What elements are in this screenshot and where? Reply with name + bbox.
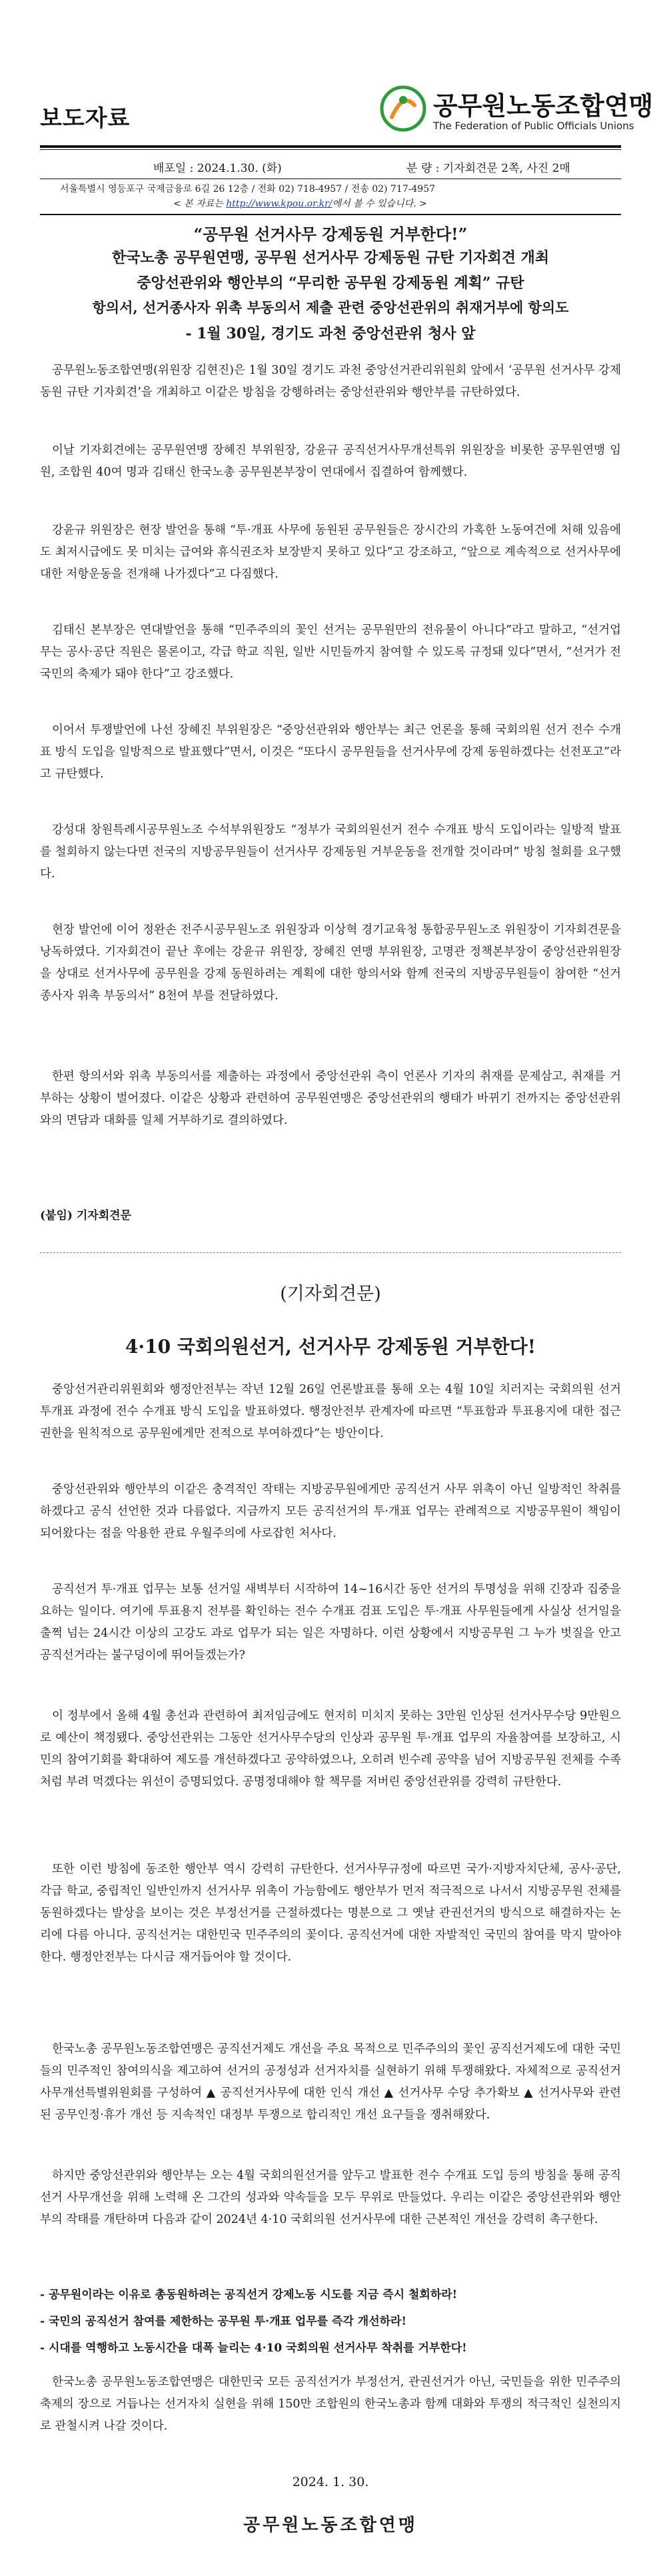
- body-paragraph: 강성대 창원특례시공무원노조 수석부위원장도 “정부가 국회의원선거 전수 수개표 방식 도입이라는 일방적 발표를 철회하지 않는다면 전국의 지방공무원들이 선거사무 강제동원 거부운동을 전개할 것이라며” 방침 철회를 요구했다.: [40, 823, 621, 881]
- website-notice: [173, 197, 427, 210]
- statement-paragraph: 하지만 중앙선관위와 행안부는 오는 4월 국회의원선거를 앞두고 발표한 전수 수개표 도입 등의 방침을 통해 공직선거 사무개선을 위해 노력해 온 그간의 성과와 약속들을 모두 무위로 만들었다. 우리는 이같은 중앙선관위와 행안부의 작태를 개탄하며 다음과 같이 2024년 4·10 국회의원 선거사무에 대한 근본적인 개선을 강력히 촉구한다.: [40, 2169, 621, 2226]
- body-paragraph: 공무원노동조합연맹(위원장 김현진)은 1월 30일 경기도 과천 중앙선거관리위원회 앞에서 ‘공무원 선거사무 강제동원 규탄 기자회견’을 개최하고 이같은 방침을 강행하려는 중앙선관위와 행안부를 규탄하였다.: [40, 364, 621, 399]
- headline-sub-4: - 1월 30일, 경기도 과천 중앙선관위 청사 앞: [185, 325, 476, 342]
- body-paragraph: 현장 발언에 이어 정완손 전주시공무원노조 위원장과 이상혁 경기교육청 통합공무원노조 위원장이 기자회견문을 낭독하였다. 기자회견이 끝난 후에는 강윤규 위원장, 장혜진 연맹 부위원장, 고명관 정책본부장이 중앙선관위원장을 상대로 선거사무에 공무원을 강제 동원하려는 계획에 대한 항의서와 함께 전국의 지방공무원들이 참여한 “선거종사자 위촉 부동의서” 8천여 부를 전달하였다.: [40, 923, 621, 1003]
- release-info-row: [40, 155, 621, 177]
- headline-main: “공무원 선거사무 강제동원 거부한다!”: [193, 224, 468, 244]
- statement-paragraph: 또한 이런 방침에 동조한 행안부 역시 강력히 규탄한다. 선거사무규정에 따르면 국가·지방자치단체, 공사·공단, 각급 학교, 중립적인 일반인까지 선거사무 위촉이 가능함에도 행안부가 먼저 적극적으로 나서서 지방공무원 전체를 동원하겠다는 발상을 보이는 것은 부정선거를 근절하겠다는 명분으로 그 옛날 관권선거의 방식으로 해결하자는 논리에 다름 아니다. 공직선거는 대한민국 민주주의의 꽃이다. 공직선거에 대한 자발적인 국민의 참여를 막지 말아야 한다. 행정안전부는 다시금 재거듭어야 할 것이다.: [40, 1863, 621, 1964]
- statement-label: (기자회견문): [280, 1284, 381, 1304]
- body-paragraph: 이날 기자회견에는 공무원연맹 장혜진 부위원장, 강윤규 공직선거사무개선특위 위원장을 비롯한 공무원연맹 임원, 조합원 40여 명과 김태신 한국노총 공무원본부장이 연대에서 집결하여 함께했다.: [40, 444, 621, 479]
- demand-item: - 공무원이라는 이유로 총동원하려는 공직선거 강제노동 시도를 지금 즉시 철회하라!: [40, 2288, 458, 2302]
- statement-closing: 한국노총 공무원노동조합연맹은 대한민국 모든 공직선거가 부정선거, 관권선거가 아닌, 국민들을 위한 민주주의 축제의 장으로 거듭나는 선거자치 실현을 위해 150만 조합원의 한국노총과 함께 대화와 투쟁의 적극적인 실천의지로 관철시켜 나갈 것이다.: [40, 2375, 621, 2433]
- headline-sub-3: 항의서, 선거종사자 위촉 부동의서 제출 관련 중앙선관위의 취재거부에 항의도: [92, 299, 569, 316]
- statement-paragraph: 한국노총 공무원노동조합연맹은 공직선거제도 개선을 주요 목적으로 민주주의의 꽃인 공직선거제도에 대한 국민들의 민주적인 참여의식을 제고하여 선거의 공정성과 선거자치를 실현하기 위해 투쟁해왔다. 자체적으로 공직선거사무개선특별위원회를 구성하여 ▲ 공직선거사무에 대한 인식 개선 ▲ 선거사무 수당 추가확보 ▲ 선거사무와 관련된 공무인정·휴가 개선 등 지속적인 대정부 투쟁으로 합리적인 개선 요구들을 쟁취해왔다.: [40, 2042, 621, 2122]
- statement-headline: 4·10 국회의원선거, 선거사무 강제동원 거부한다!: [125, 1336, 536, 1358]
- attachment-note: (붙임) 기자회견문: [40, 1209, 131, 1222]
- signature-org: 공무원노동조합연맹: [243, 2515, 418, 2535]
- body-paragraph: 강윤규 위원장은 현장 발언을 통해 “투·개표 사무에 동원된 공무원들은 장시간의 가혹한 노동여건에 처해 있음에도 최저시급에도 못 미치는 급여와 휴식권조차 보장받지 못하고 있다”고 강조하고, “앞으로 계속적으로 선거사무에 대한 저항운동을 전개해 나가겠다”고 다짐했다.: [40, 524, 621, 581]
- signature-date: 2024. 1. 30.: [292, 2475, 369, 2489]
- demand-item: - 시대를 역행하고 노동시간을 대폭 늘리는 4·10 국회의원 선거사무 착취를 거부한다!: [40, 2342, 467, 2355]
- website-link[interactable]: http://www.kpou.or.kr/: [226, 199, 332, 209]
- statement-paragraph: 공직선거 투·개표 업무는 보통 선거일 새벽부터 시작하여 14~16시간 동안 선거의 투명성을 위해 긴장과 집중을 요하는 일이다. 여기에 투표용지 전부를 확인하는 전수 수개표 검표 도입은 투·개표 사무원들에게 사실상 선거일을 출쩍 넘는 24시간 이상의 고강도 과로 업무가 되는 일은 자명하다. 이런 상황에서 지방공무원 그 누가 벗질을 안고 공직선거라는 불구덩이에 뛰어들겠는가?: [40, 1583, 621, 1662]
- union-logo-icon: [380, 85, 426, 132]
- demand-item: - 국민의 공직선거 참여를 제한하는 공무원 투·개표 업무를 즉각 개선하라!: [40, 2315, 406, 2328]
- org-name-english: The Federation of Public Officials Unions: [433, 120, 634, 132]
- body-paragraph: 이어서 투쟁발언에 나선 장혜진 부위원장은 “중앙선관위와 행안부는 최근 언론을 통해 국회의원 선거 전수 수개표 방식 도입을 일방적으로 발표했다”면서, 이것은 “또다시 공무원들을 선거사무에 강제 동원하겠다는 선전포고”라고 규탄했다.: [40, 723, 621, 781]
- release-date: 배포일 : 2024.1.30. (화): [153, 162, 282, 175]
- release-volume: 분 량 : 기자회견문 2쪽, 사진 2매: [406, 162, 570, 175]
- statement-paragraph: 중앙선거관리위원회와 행정안전부는 작년 12월 26일 언론발표를 통해 오는 4월 10일 치러지는 국회의원 선거 투개표 과정에 전수 수개표 방식 도입을 발표하였다. 행정안전부 관계자에 따르면 “투표함과 투표용지에 대한 접근 권한을 원칙적으로 공무원에게만 전적으로 부여하겠다”는 방안이다.: [40, 1383, 621, 1440]
- statement-paragraph: 중앙선관위와 행안부의 이같은 충격적인 작태는 지방공무원에게만 공직선거 사무 위촉이 아닌 일방적인 착취를 하겠다고 공식 선언한 것과 다름없다. 지금까지 모든 공직선거의 투·개표 업무는 관례적으로 지방공무원이 책임이 되어왔다는 점을 악용한 관료 우월주의에 사로잡힌 처사다.: [40, 1483, 621, 1540]
- contact-address: 서울특별시 영등포구 국제금융로 6길 26 12층 / 전화 02) 718-4957 / 전송 02) 717-4957: [60, 184, 436, 195]
- body-paragraph: 김태신 본부장은 연대발언을 통해 “민주주의의 꽃인 선거는 공무원만의 전유물이 아니다”라고 말하고, “선거업무는 공사·공단 직원은 물론이고, 각급 학교 직원, 일반 시민들까지 참여할 수 있도록 규정돼 있다”면서, “선거가 전 국민의 축제가 돼야 한다”고 강조했다.: [40, 624, 621, 681]
- body-paragraph: 한편 항의서와 위촉 부동의서를 제출하는 과정에서 중앙선관위 측이 언론사 기자의 취재를 문제삼고, 취재를 거부하는 상황이 벌어졌다. 이같은 상황과 관련하여 공무원연맹은 중앙선관위의 행태가 바뀌기 전까지는 중앙선관위와의 면담과 대화를 일체 거부하기로 결의하였다.: [40, 1070, 621, 1127]
- header-divider: [40, 145, 621, 148]
- notice-prefix: < 본 자료는: [173, 199, 227, 209]
- headline-sub-2: 중앙선관위와 행안부의 “무리한 공무원 강제동원 계획” 규탄: [137, 274, 524, 292]
- notice-suffix: 에서 볼 수 있습니다. >: [332, 199, 427, 209]
- headline-sub-1: 한국노총 공무원연맹, 공무원 선거사무 강제동원 규탄 기자회견 개최: [111, 249, 550, 266]
- statement-paragraph: 이 정부에서 올해 4월 총선과 관련하여 최저임금에도 현저히 미치지 못하는 3만원 인상된 선거사무수당 9만원으로 예산이 책정됐다. 중앙선관위는 그동안 선거사무수당의 인상과 공무원 투·개표 업무의 자율참여를 보장하고, 시민의 참여기회를 확대하여 제도를 개선하겠다고 공약하였으나, 오히려 빈수레 공약을 넘어 지방공무원 전체를 수족처럼 부려 먹겠다는 위선이 증명되었다. 공명정대해야 할 책무를 저버린 중앙선관위를 강력히 규탄한다.: [40, 1709, 621, 1789]
- header-divider-thin: [40, 149, 621, 150]
- section-divider: [40, 1252, 621, 1253]
- contact-box: [40, 179, 621, 215]
- press-release-label: 보도자료: [40, 105, 131, 132]
- org-name: 공무원노동조합연맹: [433, 91, 654, 121]
